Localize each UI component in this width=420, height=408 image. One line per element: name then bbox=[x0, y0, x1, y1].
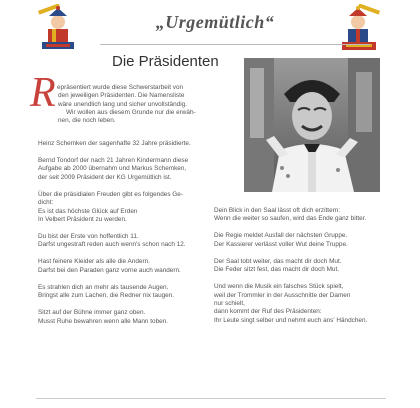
text-line: Bringst alle zum Lachen, die Redner nix taugen. bbox=[38, 292, 175, 300]
paragraph bbox=[38, 233, 186, 250]
text-line: Aufgabe ab 2000 übernahm und Markus Schemken, bbox=[38, 165, 187, 173]
text-line: dann kommt der Ruf des Präsidenten: bbox=[214, 308, 322, 316]
jester-mascot-icon bbox=[334, 4, 384, 54]
paragraph bbox=[214, 283, 367, 325]
intro-line: den jeweiligen Präsidenten. Die Namensliste bbox=[58, 92, 185, 100]
text-line: Sitzt auf der Bühne immer ganz oben. bbox=[38, 309, 146, 317]
text-line: Darfst ungestraft reden auch wenn's schon nach 12. bbox=[38, 241, 186, 249]
paragraph bbox=[38, 309, 168, 326]
paragraph bbox=[214, 207, 366, 224]
text-line: Über die präsidialen Freuden gibt es folgendes Ge- bbox=[38, 190, 183, 198]
paragraph bbox=[38, 191, 183, 225]
text-line: Die Feder sitzt fest, das macht dir doch Mut. bbox=[214, 266, 340, 274]
drop-cap: R bbox=[30, 70, 56, 116]
text-line: Ihr Leute singt selber und nehmt euch ans' Händchen. bbox=[214, 316, 368, 324]
text-line: nur schielt, bbox=[214, 300, 245, 307]
page-title: Die Präsidenten bbox=[112, 53, 219, 70]
intro-line: nen, die noch leben. bbox=[58, 117, 116, 125]
text-line: Musst Ruhe bewahren wenn alle Mann toben. bbox=[38, 317, 169, 325]
text-line: Der Kassierer verlässt voller Wut deine Truppe. bbox=[214, 240, 348, 248]
text-line: In Velbert Präsident zu werden. bbox=[38, 216, 127, 224]
president-photo bbox=[244, 58, 380, 192]
paragraph bbox=[38, 157, 188, 182]
intro-line: Wir wollen aus diesem Grunde nur die erwäh- bbox=[66, 108, 196, 116]
text-line: Wenn die weiter so saufen, wird das Ende ganz bitter. bbox=[214, 215, 367, 223]
text-line: Heinz Schemken der sagenhafte 32 Jahre präsidierte. bbox=[38, 140, 191, 147]
text-line: Und wenn die Musik ein falsches Stück spielt, bbox=[214, 283, 344, 291]
text-line: der seit 2009 Präsident der KG Urgemütlich ist. bbox=[38, 173, 172, 181]
text-line: Hast feinere Kleider als alle die Andern. bbox=[38, 258, 150, 266]
brand-title: „Urgemütlich“ bbox=[155, 12, 275, 32]
text-line: Der Saal tobt weiter, das macht dir doch Mut. bbox=[214, 257, 342, 265]
text-line: Die Regie meldet Ausfall der nächsten Gruppe. bbox=[214, 232, 348, 240]
text-line: Bernd Tondorf der nach 21 Jahren Kindermann diese bbox=[38, 157, 189, 164]
intro-line: wäre unendlich lang und sicher unvollständig. bbox=[58, 100, 187, 108]
text-line: Du bist der Erste von hoffentlich 11. bbox=[38, 233, 139, 240]
text-line: Dein Blick in den Saal lässt oft dich erzittern: bbox=[214, 207, 341, 214]
paragraph bbox=[38, 284, 174, 301]
text-line: dicht: bbox=[38, 199, 54, 207]
text-line: Es ist das höchste Glück auf Erden bbox=[38, 207, 138, 215]
text-line: Es strahlen dich an mehr als tausende Augen. bbox=[38, 283, 169, 291]
paragraph bbox=[214, 258, 342, 275]
footer-divider bbox=[36, 398, 386, 399]
text-line: Darfst bei den Paraden ganz vorne auch wandern. bbox=[38, 266, 181, 274]
jester-mascot-icon bbox=[32, 4, 82, 54]
text-line: weil der Trommler in der Ausschnitte der Damen bbox=[214, 291, 351, 299]
header-divider bbox=[100, 44, 370, 45]
paragraph bbox=[38, 258, 181, 275]
paragraph bbox=[38, 140, 191, 148]
intro-line: epräsentiert wurde diese Schwerstarbeit von bbox=[57, 84, 184, 91]
paragraph bbox=[214, 232, 348, 249]
